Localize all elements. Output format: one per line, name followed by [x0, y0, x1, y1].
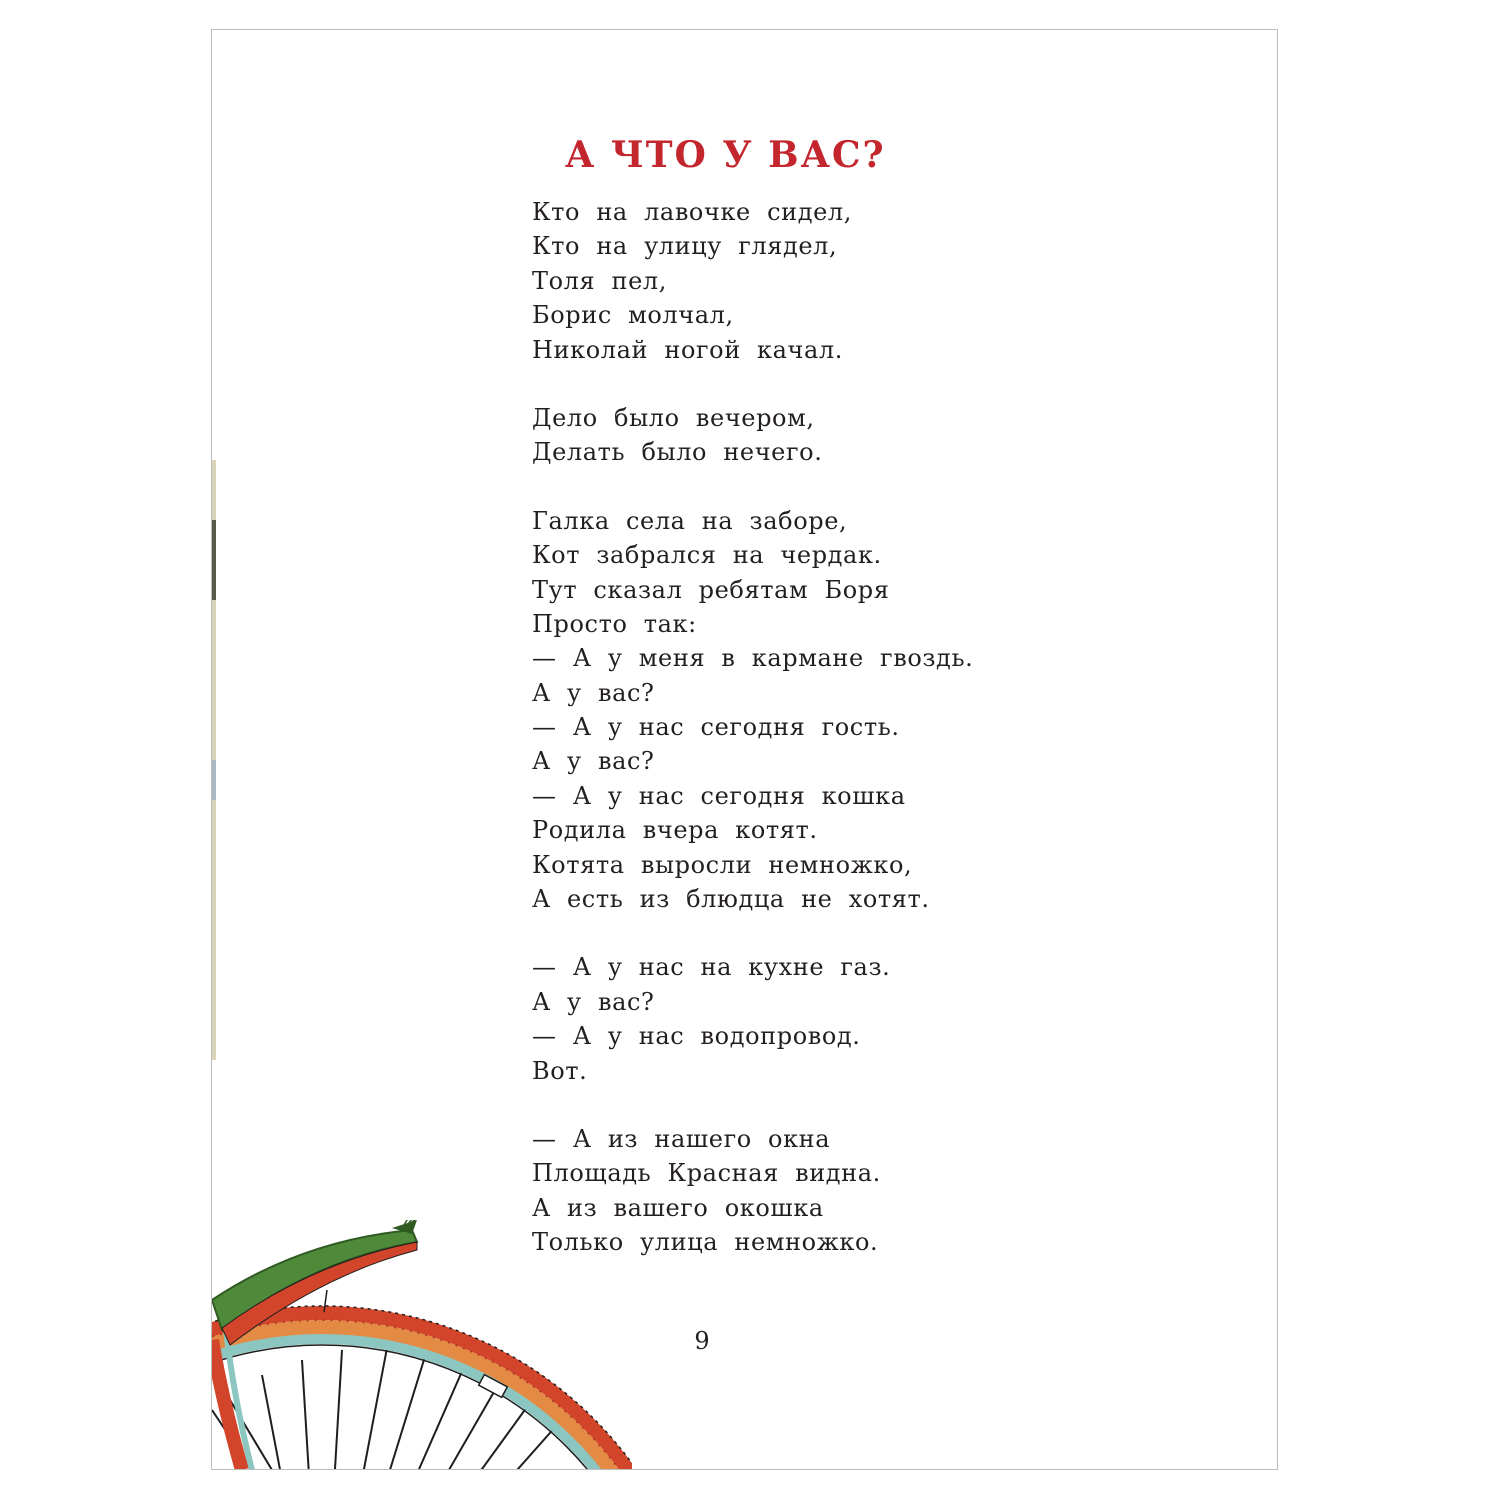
poem-line: Делать было нечего.: [532, 438, 823, 467]
left-edge-illustration-strip: [212, 460, 216, 1060]
poem-line: Кто на улицу глядел,: [532, 232, 838, 261]
poem-line: — А у нас сегодня кошка: [532, 781, 906, 810]
bicycle-wheel-illustration: [212, 1220, 632, 1470]
poem-line: Тут сказал ребятам Боря: [532, 575, 890, 604]
book-page: [211, 29, 1278, 1470]
poem-body: [532, 195, 1052, 1294]
poem-line: Просто так:: [532, 609, 697, 638]
poem-line: А у вас?: [532, 987, 655, 1016]
poem-line: — А из нашего окна: [532, 1124, 831, 1153]
poem-line: — А у нас сегодня гость.: [532, 713, 900, 742]
poem-line: Вот.: [532, 1056, 588, 1085]
poem-line: Кот забрался на чердак.: [532, 541, 882, 570]
poem-line: А у вас?: [532, 747, 655, 776]
poem-line: Николай ногой качал.: [532, 335, 844, 364]
poem-line: Дело было вечером,: [532, 403, 815, 432]
poem-line: Галка села на заборе,: [532, 506, 848, 535]
poem-line: Борис молчал,: [532, 301, 734, 330]
poem-line: А из вашего окошка: [532, 1193, 824, 1222]
poem-title: А ЧТО У ВАС?: [565, 134, 886, 176]
poem-line: — А у меня в кармане гвоздь.: [532, 644, 974, 673]
poem-line: Площадь Красная видна.: [532, 1159, 881, 1188]
poem-line: Толя пел,: [532, 266, 667, 295]
poem-line: Кто на лавочке сидел,: [532, 198, 852, 226]
poem-line: — А у нас водопровод.: [532, 1022, 861, 1051]
page-number: 9: [694, 1327, 710, 1355]
poem-line: Котята выросли немножко,: [532, 850, 913, 879]
poem-line: Родила вчера котят.: [532, 816, 818, 845]
poem-line: А есть из блюдца не хотят.: [532, 885, 930, 914]
stanza: [532, 504, 1052, 917]
poem-line: — А у нас на кухне газ.: [532, 953, 891, 982]
stanza: [532, 950, 1052, 1088]
stanza: [532, 401, 1052, 470]
poem-line: Только улица немножко.: [532, 1228, 879, 1257]
poem-line: А у вас?: [532, 678, 655, 707]
stanza: [532, 195, 1052, 367]
